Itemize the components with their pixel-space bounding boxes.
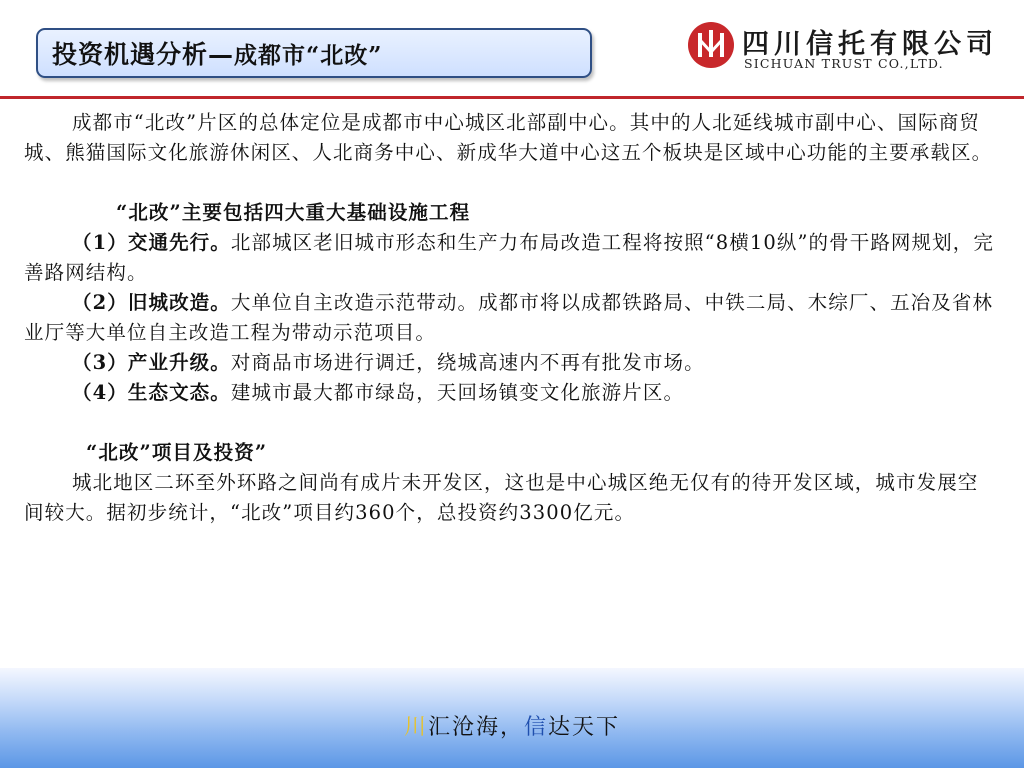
section2-heading: “北改”项目及投资” [86,441,268,464]
slogan-part4: 达天下 [548,715,621,740]
item-heading: （1）交通先行。 [72,231,231,254]
intro-paragraph: 成都市“北改”片区的总体定位是成都市中心城区北部副中心。其中的人北延线城市副中心、国际商贸城、熊猫国际文化旅游休闲区、人北商务中心、新成华大道中心这五个板块是区域中心功能的主要承载区。 [24,111,993,164]
content-body [24,108,994,528]
logo-mark-icon [688,22,734,68]
section2-paragraph: 城北地区二环至外环路之间尚有成片未开发区，这也是中心城区绝无仅有的待开发区域，城市发展空间较大。据初步统计，“北改”项目约360个，总投资约3300亿元。 [24,471,979,524]
slogan-part3: 信 [524,715,549,740]
item-heading: （4）生态文态。 [72,381,231,404]
company-logo [688,22,1008,74]
logo-company-name-en: SICHUAN TRUST CO.,LTD. [744,56,944,71]
item-text: 对商品市场进行调迁，绕城高速内不再有批发市场。 [230,351,705,374]
page-title [36,28,592,78]
page-title-sub: 成都市“北改” [234,41,383,69]
list-item [24,288,994,348]
item-heading: （3）产业升级。 [72,351,231,374]
section1-heading: “北改”主要包括四大重大基础设施工程 [116,201,471,224]
slogan-part1: 川 [403,715,428,740]
item-heading: （2）旧城改造。 [72,291,231,314]
list-item [24,228,994,288]
slogan-part2: 汇沧海， [427,715,524,740]
item-text: 建城市最大都市绿岛，天回场镇变文化旅游片区。 [230,381,685,404]
list-item [24,378,994,408]
header-divider [0,96,1024,99]
item-text: 大单位自主改造示范带动。成都市将以成都铁路局、中铁二局、木综厂、五冶及省林业厅等大单位自主改造工程为带动示范项目。 [24,291,994,344]
item-text: 北部城区老旧城市形态和生产力布局改造工程将按照“8横10纵”的骨干路网规划，完善路网结构。 [24,231,994,284]
footer-slogan [0,710,1024,741]
list-item [24,348,994,378]
page-title-main: 投资机遇分析— [52,40,235,69]
logo-company-name-cn: 四川信托有限公司 [742,29,998,60]
